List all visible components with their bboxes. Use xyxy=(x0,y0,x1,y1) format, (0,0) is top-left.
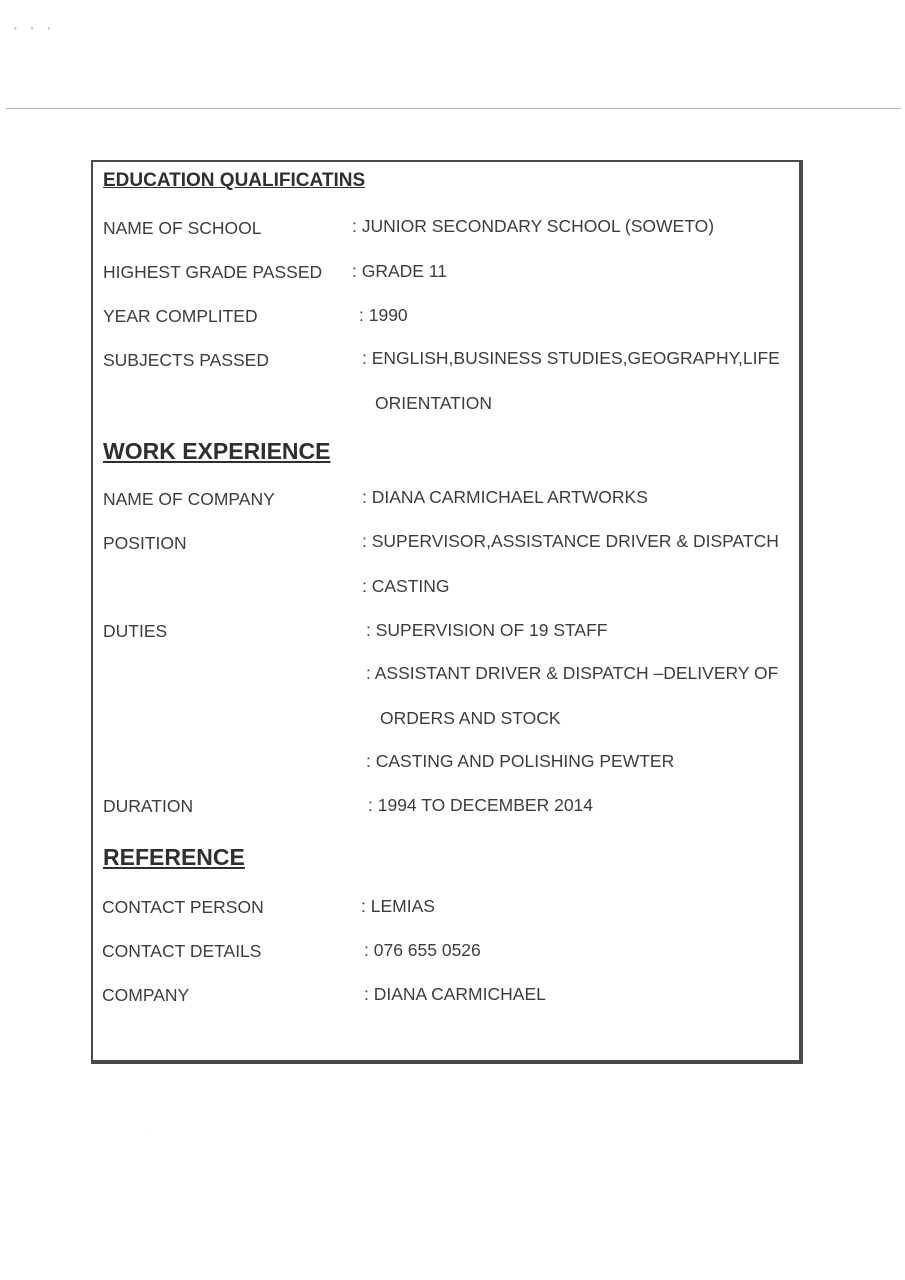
subjects-label: SUBJECTS PASSED xyxy=(103,350,269,370)
contact-person-value: : LEMIAS xyxy=(361,896,435,916)
year-value: : 1990 xyxy=(359,305,408,325)
duty-item: : ASSISTANT DRIVER & DISPATCH –DELIVERY OF xyxy=(366,663,779,683)
grade-value: : GRADE 11 xyxy=(352,261,447,281)
year-label: YEAR COMPLITED xyxy=(103,306,258,326)
position-label: POSITION xyxy=(103,533,187,553)
top-rule xyxy=(6,108,901,109)
school-label: NAME OF SCHOOL xyxy=(103,218,262,238)
subjects-value-continued: ORIENTATION xyxy=(375,393,492,413)
company-value: : DIANA CARMICHAEL ARTWORKS xyxy=(362,487,648,507)
education-heading: EDUCATION QUALIFICATINS xyxy=(103,170,366,191)
contact-details-label: CONTACT DETAILS xyxy=(102,941,262,961)
school-value: : JUNIOR SECONDARY SCHOOL (SOWETO) xyxy=(352,216,715,236)
reference-company-label: COMPANY xyxy=(102,985,190,1005)
scan-specks: ••• xyxy=(14,24,65,33)
subjects-value: : ENGLISH,BUSINESS STUDIES,GEOGRAPHY,LIFE xyxy=(362,348,780,368)
reference-company-value: : DIANA CARMICHAEL xyxy=(364,984,546,1004)
cv-section-frame xyxy=(91,160,803,1064)
contact-person-label: CONTACT PERSON xyxy=(102,897,264,917)
duties-label: DUTIES xyxy=(103,621,168,641)
grade-label: HIGHEST GRADE PASSED xyxy=(103,262,323,282)
duty-item: : SUPERVISION OF 19 STAFF xyxy=(366,620,608,640)
duty-item-continued: ORDERS AND STOCK xyxy=(380,708,561,728)
duty-item: : CASTING AND POLISHING PEWTER xyxy=(366,751,675,771)
duration-label: DURATION xyxy=(103,796,194,816)
reference-heading: REFERENCE xyxy=(103,844,245,870)
position-value: : SUPERVISOR,ASSISTANCE DRIVER & DISPATCH xyxy=(362,531,779,551)
scan-speck: · xyxy=(146,1126,148,1132)
contact-details-value: : 076 655 0526 xyxy=(364,940,481,960)
duration-value: : 1994 TO DECEMBER 2014 xyxy=(368,795,594,815)
position-value-2: : CASTING xyxy=(362,576,450,596)
work-heading: WORK EXPERIENCE xyxy=(103,438,331,464)
company-label: NAME OF COMPANY xyxy=(103,489,275,509)
